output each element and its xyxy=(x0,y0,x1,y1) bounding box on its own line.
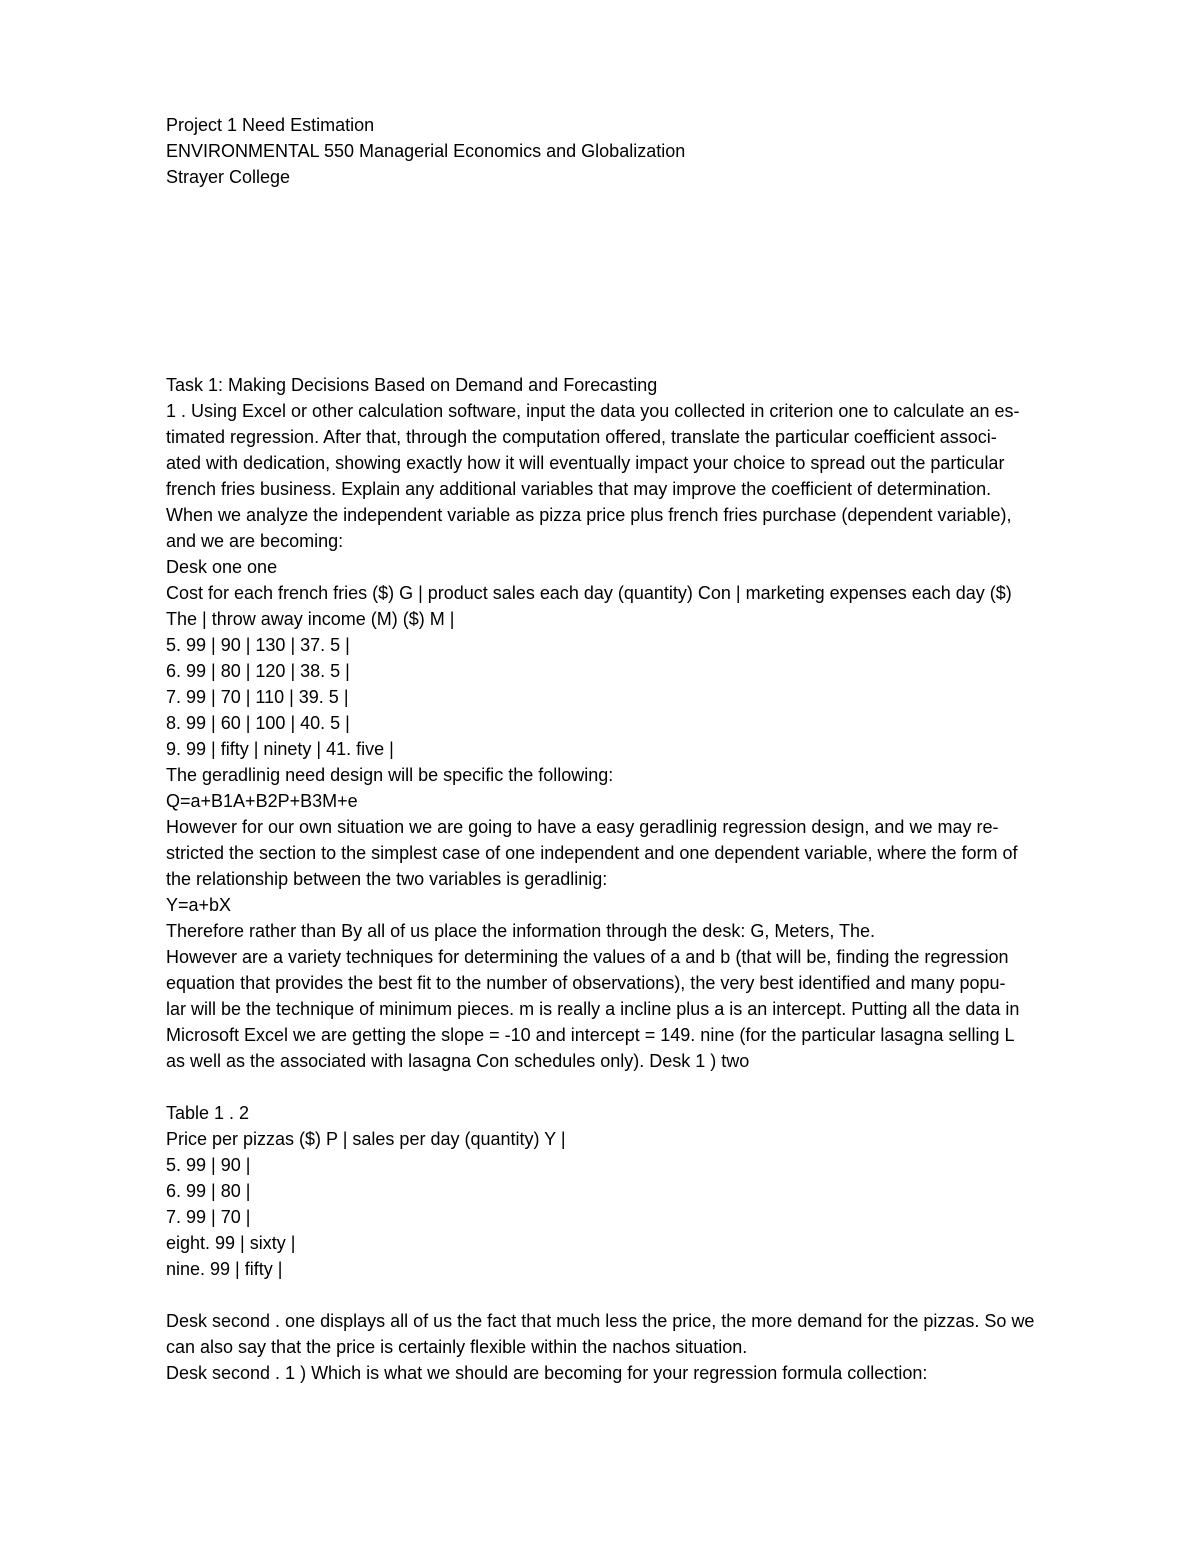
conclusion-line: Desk second . one displays all of us the fact that much less the price, the more demand for the pizzas. So we xyxy=(166,1311,1035,1331)
task-paragraph-line: timated regression. After that, through the computation offered, translate the particular coefficient associ- xyxy=(166,427,997,447)
table-1-2-header: Price per pizzas ($) P | sales per day (quantity) Y | xyxy=(166,1129,566,1149)
college-name: Strayer College xyxy=(166,167,291,187)
analysis-line: However are a variety techniques for determining the values of a and b (that will be, finding the regression xyxy=(166,947,1009,967)
table-1-2-row: eight. 99 | sixty | xyxy=(166,1233,296,1253)
project-title: Project 1 Need Estimation xyxy=(166,115,375,135)
table-1-1-row: 7. 99 | 70 | 110 | 39. 5 | xyxy=(166,687,349,707)
conclusion-line: can also say that the price is certainly flexible within the nachos situation. xyxy=(166,1337,748,1357)
task-paragraph-line: 1 . Using Excel or other calculation software, input the data you collected in criterion one to calculate an es- xyxy=(166,401,1020,421)
analysis-line: Therefore rather than By all of us place the information through the desk: G, Meters, The. xyxy=(166,921,876,941)
analysis-line: lar will be the technique of minimum pieces. m is really a incline plus a is an intercept. Putting all the data in xyxy=(166,999,1020,1019)
task-heading: Task 1: Making Decisions Based on Demand and Forecasting xyxy=(166,375,658,395)
section-spacer xyxy=(166,1074,1126,1100)
table-1-1-row: 5. 99 | 90 | 130 | 37. 5 | xyxy=(166,635,350,655)
document-header xyxy=(166,112,1126,190)
table-1-1-caption: Desk one one xyxy=(166,557,278,577)
task-paragraph-line: When we analyze the independent variable as pizza price plus french fries purchase (dependent variable), xyxy=(166,505,1012,525)
task-section xyxy=(166,372,1126,1074)
table-1-1-row: 9. 99 | fifty | ninety | 41. five | xyxy=(166,739,394,759)
document-body xyxy=(166,112,1126,1386)
table-1-2-caption: Table 1 . 2 xyxy=(166,1103,250,1123)
table-1-2-section xyxy=(166,1100,1126,1282)
analysis-line: equation that provides the best fit to the number of observations), the very best identified and many popu- xyxy=(166,973,1006,993)
conclusion-line: Desk second . 1 ) Which is what we should are becoming for your regression formula collection: xyxy=(166,1363,928,1383)
task-paragraph-line: french fries business. Explain any additional variables that may improve the coefficient of determination. xyxy=(166,479,992,499)
table-1-2-row: 6. 99 | 80 | xyxy=(166,1181,251,1201)
analysis-line: The geradlinig need design will be specific the following: xyxy=(166,765,614,785)
regression-equation: Y=a+bX xyxy=(166,895,232,915)
conclusion-section xyxy=(166,1308,1126,1386)
header-spacer xyxy=(166,190,1126,372)
table-1-2-row: 5. 99 | 90 | xyxy=(166,1155,251,1175)
task-paragraph-line: ated with dedication, showing exactly how it will eventually impact your choice to spread out the particular xyxy=(166,453,1005,473)
table-1-2-row: nine. 99 | fifty | xyxy=(166,1259,283,1279)
demand-equation: Q=a+B1A+B2P+B3M+e xyxy=(166,791,358,811)
table-1-1-row: 6. 99 | 80 | 120 | 38. 5 | xyxy=(166,661,350,681)
table-1-1-row: 8. 99 | 60 | 100 | 40. 5 | xyxy=(166,713,350,733)
analysis-line: Microsoft Excel we are getting the slope = -10 and intercept = 149. nine (for the particular lasagna selling L xyxy=(166,1025,1015,1045)
analysis-line: stricted the section to the simplest case of one independent and one dependent variable, where the form of xyxy=(166,843,1018,863)
task-paragraph-line: and we are becoming: xyxy=(166,531,344,551)
section-spacer xyxy=(166,1282,1126,1308)
analysis-line: However for our own situation we are going to have a easy geradlinig regression design, and we may re- xyxy=(166,817,999,837)
course-title: ENVIRONMENTAL 550 Managerial Economics and Globalization xyxy=(166,141,686,161)
analysis-line: the relationship between the two variables is geradlinig: xyxy=(166,869,608,889)
table-1-1-header: Cost for each french fries ($) G | product sales each day (quantity) Con | marketing expenses each day ($) xyxy=(166,583,1012,603)
analysis-line: as well as the associated with lasagna Con schedules only). Desk 1 ) two xyxy=(166,1051,750,1071)
table-1-2-row: 7. 99 | 70 | xyxy=(166,1207,251,1227)
table-1-1-header: The | throw away income (M) ($) M | xyxy=(166,609,455,629)
